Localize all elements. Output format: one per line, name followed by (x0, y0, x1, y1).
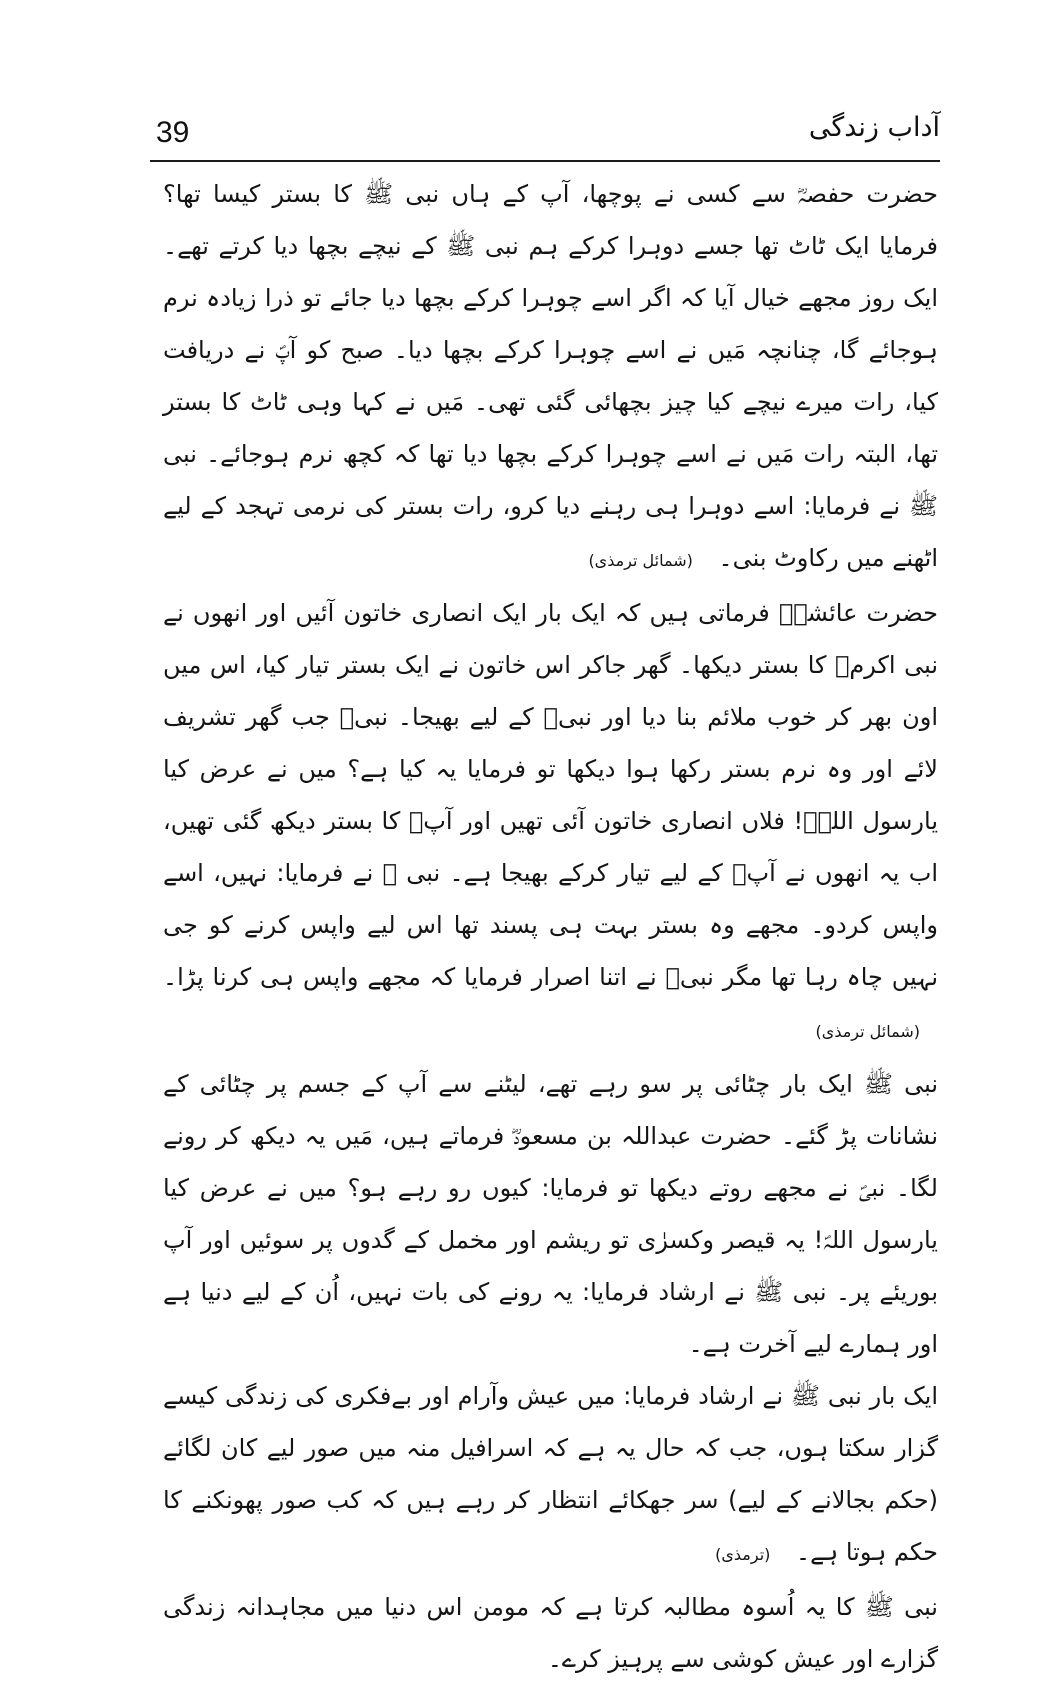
citation: (شمائل ترمذی) (815, 1022, 920, 1041)
paragraph-ansari-woman (163, 587, 938, 1058)
paragraph-israfil (163, 1370, 938, 1581)
paragraph-text: حضرت عائشہؓ فرماتی ہیں کہ ایک بار ایک انصاری خاتون آئیں اور انھوں نے نبی اکرمؐ کا بستر دیکھا۔ گھر جاکر اس خاتون نے ایک بستر تیار کیا، اس میں اون بھر کر خوب ملائم بنا دیا اور نبیؐ کے لیے بھیجا۔ نبیؐ جب گھر تشریف لائے اور وہ نرم بستر رکھا ہوا دیکھا تو فرمایا یہ کیا ہے؟ میں نے عرض کیا یارسول اللہؐ! فلاں انصاری خاتون آئی تھیں اور آپؐ کا بستر دیکھ گئی تھیں، اب یہ انھوں نے آپؐ کے لیے تیار کرکے بھیجا ہے۔ نبی ﷺ نے فرمایا: نہیں، اسے واپس کردو۔ مجھے وہ بستر بہت ہی پسند تھا اس لیے واپس کرنے کو جی نہیں چاہ رہا تھا مگر نبیؐ نے اتنا اصرار فرمایا کہ مجھے واپس ہی کرنا پڑا۔ (163, 599, 939, 991)
running-title: آداب زندگی (808, 112, 940, 143)
paragraph-bed-of-prophet (163, 168, 938, 587)
paragraph-conclusion (163, 1581, 938, 1685)
paragraph-text: ایک بار نبی ﷺ نے ارشاد فرمایا: میں عیش وآرام اور بےفکری کی زندگی کیسے گزار سکتا ہوں، جب کہ حال یہ ہے کہ اسرافیل منہ میں صور لیے کان لگائے (حکم بجالانے کے لیے) سر جھکائے انتظار کر رہے ہیں کہ کب صور پھونکنے کا حکم ہوتا ہے۔ (163, 1382, 939, 1566)
citation: (ترمذی) (715, 1545, 771, 1564)
paragraph-text: نبی ﷺ کا یہ اُسوہ مطالبہ کرتا ہے کہ مومن اس دنیا میں مجاہدانہ زندگی گزارے اور عیش کوشی سے پرہیز کرے۔ (163, 1593, 938, 1673)
citation: (شمائل ترمذی) (588, 551, 693, 570)
page-number: 39 (156, 116, 190, 149)
paragraph-text: نبی ﷺ ایک بار چٹائی پر سو رہے تھے، لیٹنے سے آپ کے جسم پر چٹائی کے نشانات پڑ گئے۔ حضرت عبداللہ بن مسعودؓ فرماتے ہیں، مَیں یہ دیکھ کر رونے لگا۔ نبیؐ نے مجھے روتے دیکھا تو فرمایا: کیوں رو رہے ہو؟ میں نے عرض کیا یارسول اللہؐ! یہ قیصر وکسرٰی تو ریشم اور مخمل کے گدوں پر سوئیں اور آپ بوریئے پر۔ نبی ﷺ نے ارشاد فرمایا: یہ رونے کی بات نہیں، اُن کے لیے دنیا ہے اور ہمارے لیے آخرت ہے۔ (163, 1070, 938, 1358)
page-header (150, 108, 940, 160)
page-body (163, 168, 938, 1685)
header-rule (150, 160, 940, 162)
paragraph-mat-marks (163, 1058, 938, 1370)
paragraph-text: حضرت حفصہؓ سے کسی نے پوچھا، آپ کے ہاں نبی ﷺ کا بستر کیسا تھا؟ فرمایا ایک ٹاٹ تھا جسے دوہرا کرکے ہم نبی ﷺ کے نیچے بچھا دیا کرتے تھے۔ ایک روز مجھے خیال آیا کہ اگر اسے چوہرا کرکے بچھا دیا جائے تو ذرا زیادہ نرم ہوجائے گا، چنانچہ مَیں نے اسے چوہرا کرکے بچھا دیا۔ صبح کو آپؐ نے دریافت کیا، رات میرے نیچے کیا چیز بچھائی گئی تھی۔ مَیں نے کہا وہی ٹاٹ کا بستر تھا، البتہ رات مَیں نے اسے چوہرا کرکے بچھا دیا تھا کہ کچھ نرم ہوجائے۔ نبی ﷺ نے فرمایا: اسے دوہرا ہی رہنے دیا کرو، رات بستر کی نرمی تہجد کے لیے اٹھنے میں رکاوٹ بنی۔ (163, 180, 938, 572)
